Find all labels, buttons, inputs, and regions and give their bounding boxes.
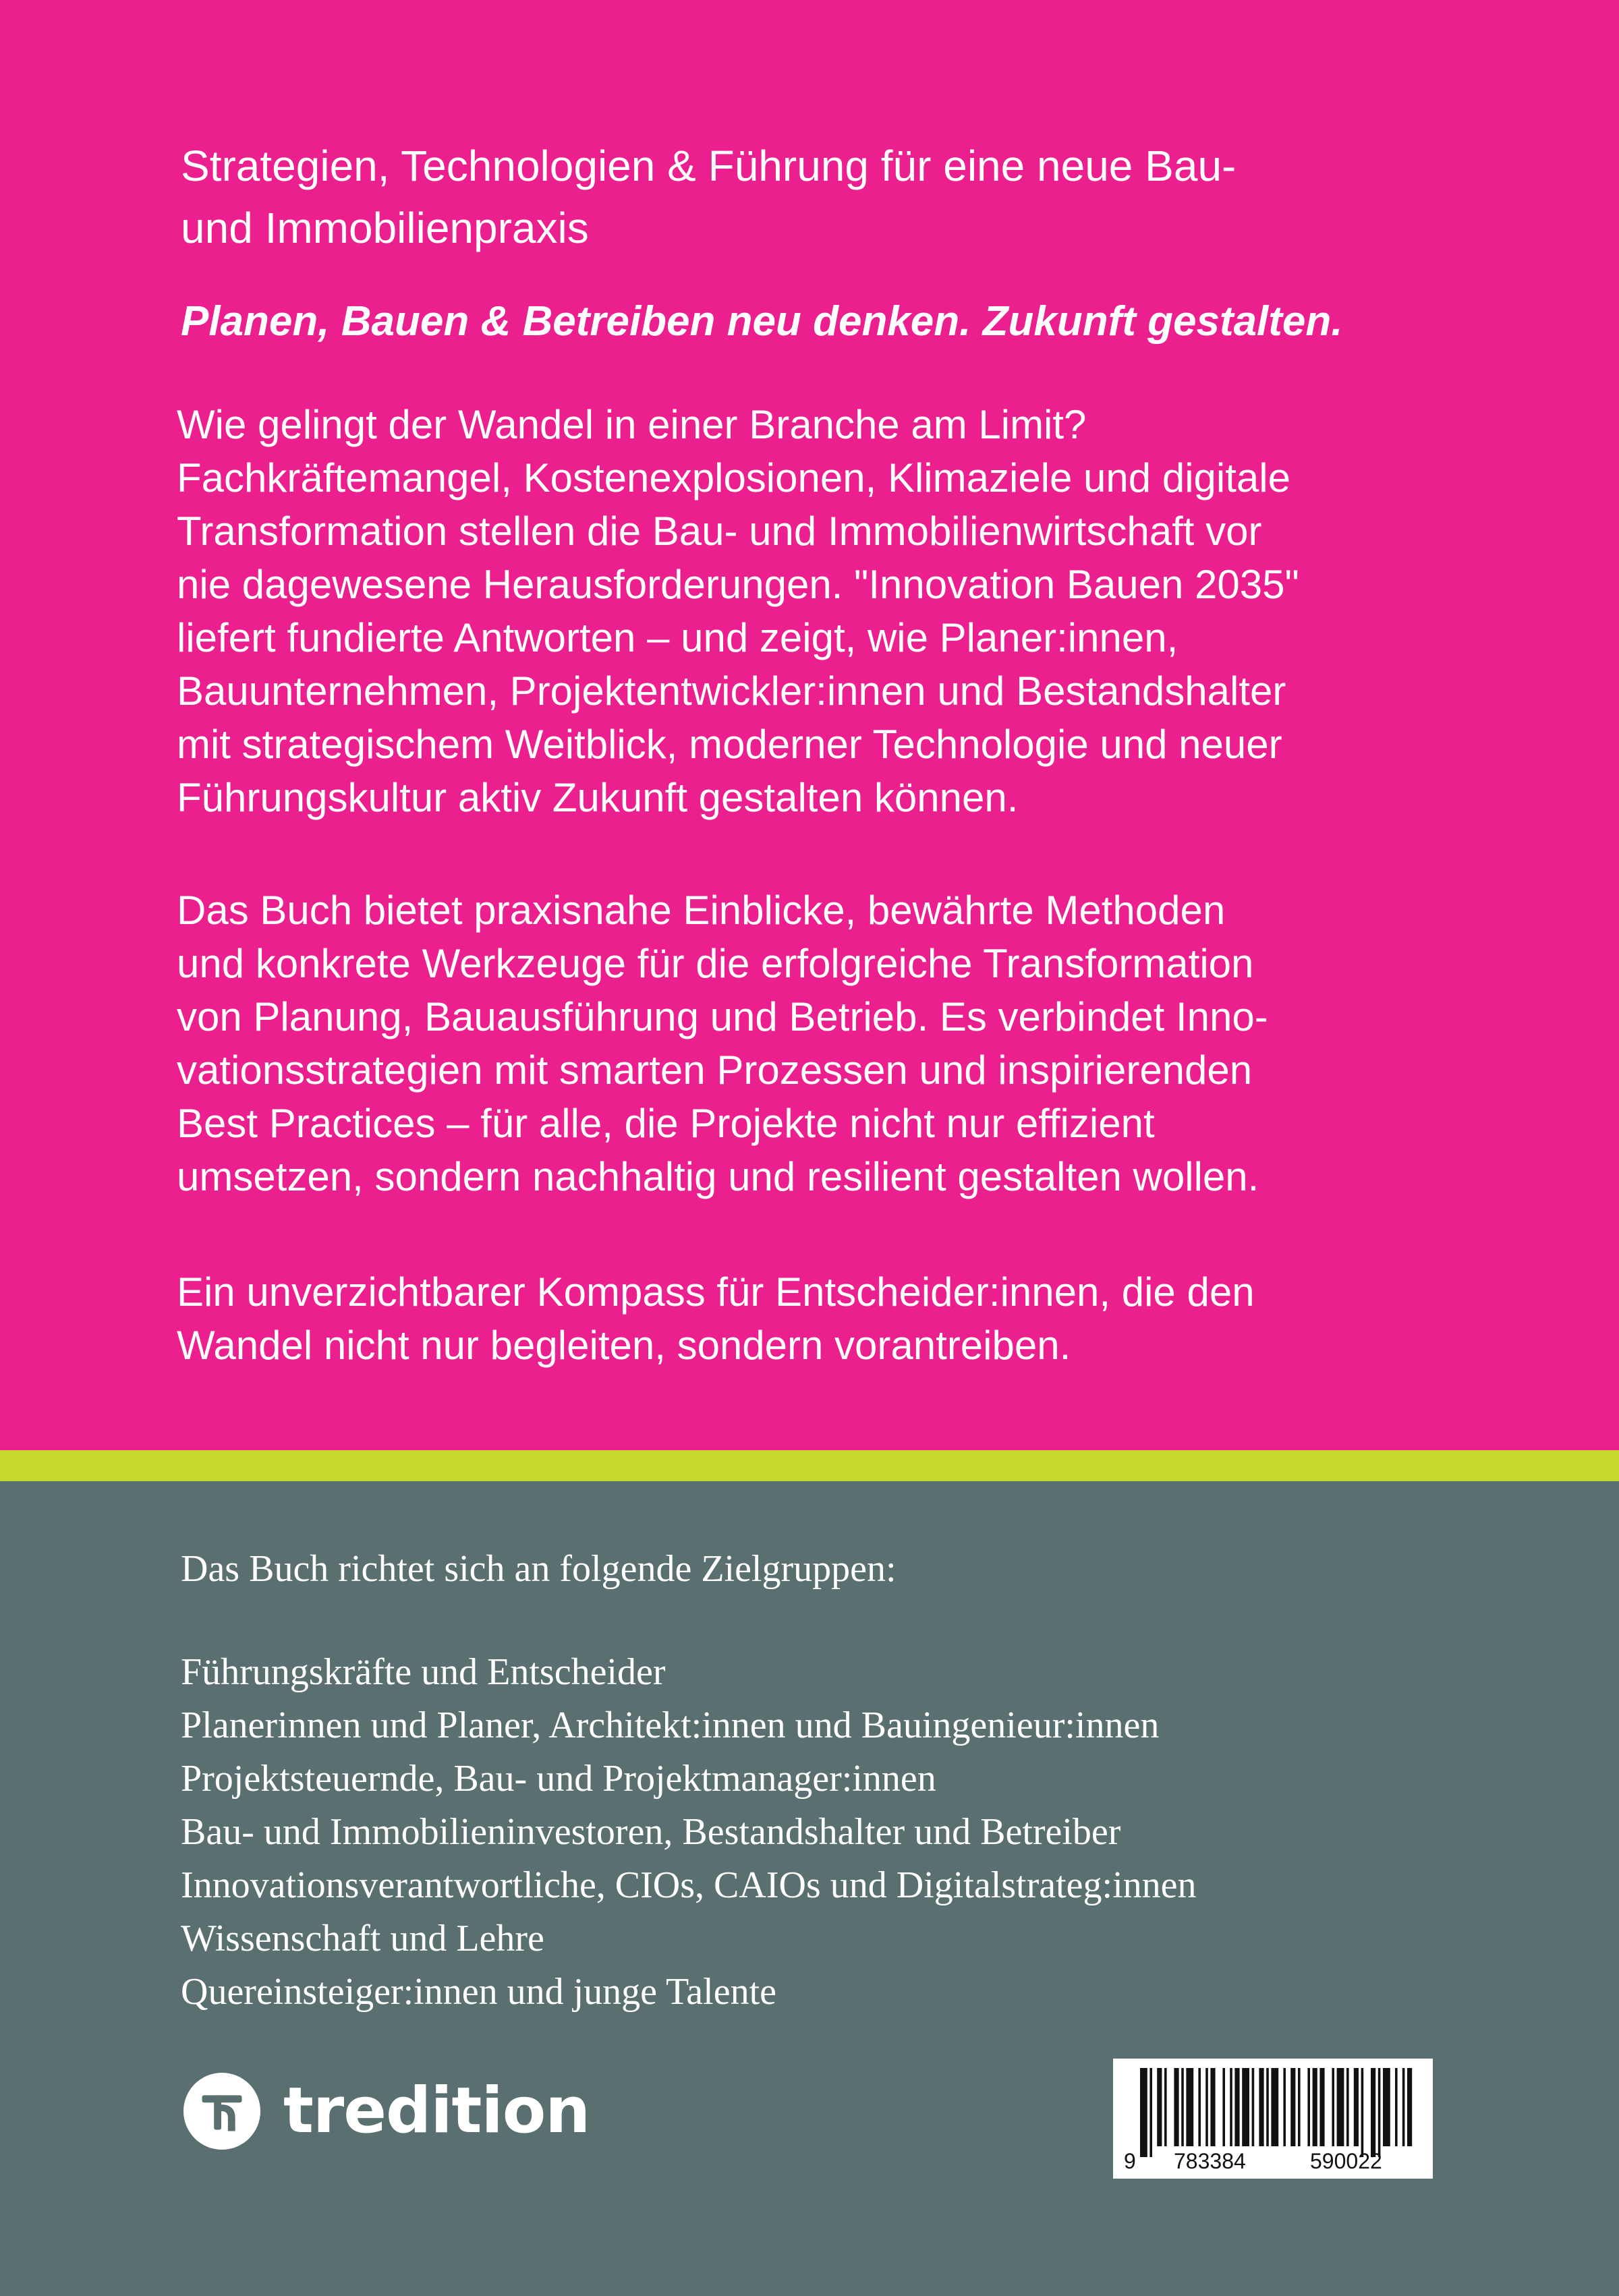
text-line: Fachkräftemangel, Kostenexplosionen, Klimaziele und digitale bbox=[177, 455, 1290, 500]
subtitle-line: Strategien, Technologien & Führung für eine neue Bau- bbox=[181, 142, 1237, 190]
barcode-bars bbox=[1113, 2059, 1433, 2179]
barcode-bar bbox=[1252, 2068, 1255, 2146]
subtitle bbox=[181, 135, 1462, 259]
barcode-bar bbox=[1222, 2068, 1225, 2146]
blurb-paragraph-2 bbox=[177, 884, 1268, 1203]
barcode-bar bbox=[1337, 2068, 1344, 2146]
text-line: Führungskultur aktiv Zukunft gestalten können. bbox=[177, 775, 1019, 820]
barcode-bar bbox=[1395, 2068, 1398, 2146]
barcode-bar bbox=[1205, 2068, 1208, 2146]
barcode-bar bbox=[1234, 2068, 1239, 2146]
barcode-group-1: 783384 bbox=[1174, 2149, 1246, 2173]
barcode-bar bbox=[1266, 2068, 1269, 2146]
barcode-bar bbox=[1283, 2068, 1286, 2146]
publisher-logo bbox=[182, 2071, 590, 2152]
audience-intro: Das Buch richtet sich an folgende Zielgruppen: bbox=[181, 1548, 897, 1590]
text-line: liefert fundierte Antworten – und zeigt, wie Planer:innen, bbox=[177, 615, 1178, 660]
barcode-bar bbox=[1378, 2068, 1381, 2157]
barcode-bar bbox=[1361, 2068, 1364, 2157]
barcode-bar bbox=[1198, 2068, 1201, 2146]
tagline: Planen, Bauen & Betreiben neu denken. Zukunft gestalten. bbox=[181, 298, 1343, 345]
audience-item: Planerinnen und Planer, Architekt:innen und Bauingenieur:innen bbox=[181, 1704, 1160, 1746]
barcode-bar bbox=[1149, 2068, 1152, 2157]
barcode-bar bbox=[1371, 2068, 1375, 2157]
text-line: umsetzen, sondern nachhaltig und resilient gestalten wollen. bbox=[177, 1154, 1259, 1199]
barcode-bar bbox=[1407, 2068, 1412, 2146]
audience-item: Quereinsteiger:innen und junge Talente bbox=[181, 1971, 776, 2013]
barcode-bar bbox=[1332, 2068, 1334, 2146]
barcode-bar bbox=[1210, 2068, 1215, 2146]
barcode-bar bbox=[1298, 2068, 1301, 2146]
barcode-bar bbox=[1271, 2068, 1278, 2146]
audience-item: Projektsteuernde, Bau- und Projektmanager:innen bbox=[181, 1758, 936, 1800]
audience-item: Bau- und Immobilieninvestoren, Bestandshalter und Betreiber bbox=[181, 1811, 1121, 1853]
text-line: Wandel nicht nur begleiten, sondern vorantreiben. bbox=[177, 1323, 1071, 1368]
barcode-bar bbox=[1307, 2068, 1310, 2146]
text-line: mit strategischem Weitblick, moderner Technologie und neuer bbox=[177, 722, 1282, 767]
audience-item: Führungskräfte und Entscheider bbox=[181, 1651, 666, 1693]
barcode-bar bbox=[1354, 2068, 1359, 2146]
tredition-logo-icon bbox=[182, 2071, 262, 2151]
audience-item: Wissenschaft und Lehre bbox=[181, 1918, 544, 1959]
text-line: nie dagewesene Herausforderungen. "Innovation Bauen 2035" bbox=[177, 562, 1299, 607]
blurb-paragraph-3 bbox=[177, 1265, 1255, 1372]
text-line: Das Buch bietet praxisnahe Einblicke, bewährte Methoden bbox=[177, 888, 1226, 933]
barcode-group-2: 590022 bbox=[1310, 2149, 1382, 2173]
barcode-bar bbox=[1186, 2068, 1193, 2146]
text-line: Ein unverzichtbarer Kompass für Entscheider:innen, die den bbox=[177, 1269, 1255, 1315]
lime-divider bbox=[0, 1450, 1619, 1481]
text-line: Wie gelingt der Wandel in einer Branche am Limit? bbox=[177, 402, 1087, 447]
audience-list bbox=[181, 1646, 1197, 2019]
text-line: von Planung, Bauausführung und Betrieb. Es verbindet Inno- bbox=[177, 994, 1268, 1039]
barcode-bar bbox=[1140, 2068, 1147, 2157]
barcode-bar bbox=[1346, 2068, 1349, 2146]
barcode-bar bbox=[1319, 2068, 1324, 2146]
text-line: Bauunternehmen, Projektentwickler:innen und Bestandshalter bbox=[177, 668, 1286, 714]
text-line: Transformation stellen die Bau- und Immobilienwirtschaft vor bbox=[177, 509, 1262, 554]
subtitle-line: und Immobilienpraxis bbox=[181, 204, 589, 252]
barcode-bar bbox=[1242, 2068, 1249, 2146]
barcode-bar bbox=[1402, 2068, 1405, 2146]
barcode-bar bbox=[1383, 2068, 1390, 2146]
barcode-bar bbox=[1313, 2068, 1317, 2146]
barcode-bar bbox=[1157, 2068, 1162, 2146]
barcode-bar bbox=[1230, 2068, 1232, 2146]
text-line: vationsstrategien mit smarten Prozessen und inspirierenden bbox=[177, 1047, 1253, 1093]
barcode-bar bbox=[1164, 2068, 1167, 2146]
audience-item: Innovationsverantwortliche, CIOs, CAIOs und Digitalstrateg:innen bbox=[181, 1864, 1197, 1906]
isbn-barcode bbox=[1113, 2059, 1433, 2179]
publisher-name: tredition bbox=[283, 2074, 590, 2148]
blurb-paragraph-1 bbox=[177, 398, 1299, 824]
barcode-bar bbox=[1181, 2068, 1184, 2146]
text-line: Best Practices – für alle, die Projekte nicht nur effizient bbox=[177, 1101, 1155, 1146]
text-line: und konkrete Werkzeuge für die erfolgreiche Transformation bbox=[177, 941, 1254, 986]
barcode-bar bbox=[1259, 2068, 1263, 2146]
barcode-bar bbox=[1290, 2068, 1295, 2146]
barcode-prefix-digit: 9 bbox=[1124, 2149, 1136, 2173]
barcode-bar bbox=[1174, 2068, 1178, 2146]
